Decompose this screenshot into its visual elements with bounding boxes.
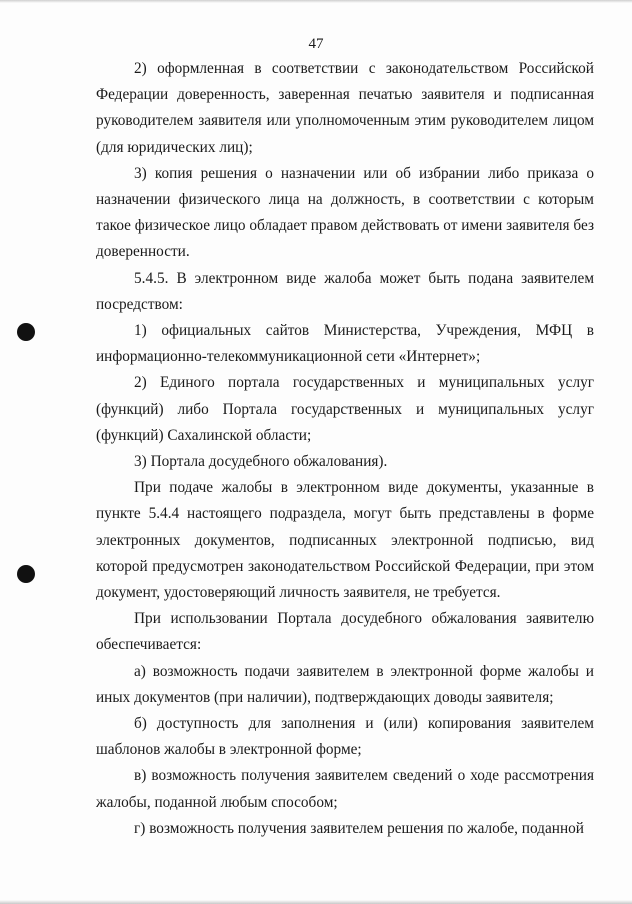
paragraph: б) доступность для заполнения и (или) копирования заявителем шаблонов жалобы в электронной форме;: [96, 715, 594, 759]
paragraph: а) возможность подачи заявителем в электронной форме жалобы и иных документов (при наличии), подтверждающих доводы заявителя;: [96, 662, 594, 706]
paragraph: г) возможность получения заявителем решения по жалобе, поданной: [134, 819, 584, 837]
scan-edge-bottom: [0, 900, 632, 904]
paragraph: 2) оформленная в соответствии с законодательством Российской Федерации доверенность, заверенная печатью заявителя и подписанная руководителем заявителя или уполномоченным этим руководителем лицом (для юридических лиц);: [96, 60, 594, 156]
punch-hole: [17, 565, 35, 583]
document-body: [96, 56, 594, 842]
paragraph: в) возможность получения заявителем сведений о ходе рассмотрения жалобы, поданной любым способом;: [96, 767, 594, 811]
paragraph: 3) Портала досудебного обжалования).: [134, 453, 388, 471]
paragraph: 3) копия решения о назначении или об избрании либо приказа о назначении физического лица на должность, в соответствии с которым такое физическое лицо обладает правом действовать от имени заявителя без доверенности.: [96, 164, 594, 261]
paragraph: 5.4.5. В электронном виде жалоба может быть подана заявителем посредством:: [96, 269, 594, 313]
paragraph: 2) Единого портала государственных и муниципальных услуг (функций) либо Портала государственных и муниципальных услуг (функций) Сахалинской области;: [96, 374, 594, 444]
punch-hole: [17, 323, 35, 341]
paragraph: При использовании Портала досудебного обжалования заявителю обеспечивается:: [96, 610, 594, 654]
paragraph: 1) официальных сайтов Министерства, Учреждения, МФЦ в информационно-телекоммуникационной сети «Интернет»;: [96, 322, 594, 366]
scan-edge-top: [0, 0, 632, 3]
page-number: 47: [308, 36, 324, 52]
paragraph: При подаче жалобы в электронном виде документы, указанные в пункте 5.4.4 настоящего подраздела, могут быть представлены в форме электронных документов, подписанных электронной подписью, вид которой предусмотрен законодательством Российской Федерации, при этом документ, удостоверяющий личность заявителя, не требуется.: [96, 479, 594, 602]
